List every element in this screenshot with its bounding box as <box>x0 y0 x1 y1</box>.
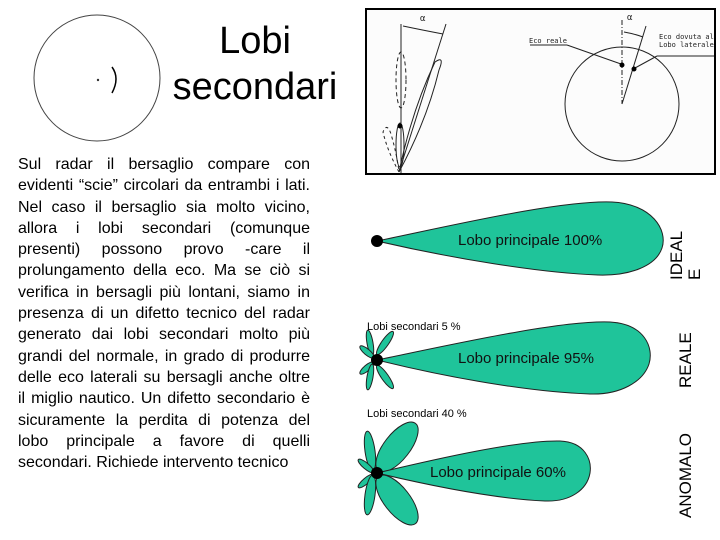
alpha-label: α <box>420 14 426 24</box>
anomalous-label: ANOMALO <box>676 432 695 518</box>
real-secondary-label: Lobi secondari 5 % <box>367 321 461 333</box>
alpha-label: α <box>627 13 633 23</box>
anomalous-secondary-label: Lobi secondari 40 % <box>367 408 467 420</box>
ideal-label: IDEALE <box>667 230 704 280</box>
eco-laterale-label: Eco dovuta al Lobo laterale <box>659 33 714 49</box>
real-lobe-label: Lobo principale 95% <box>458 350 594 367</box>
anomalous-lobe-label: Lobo principale 60% <box>430 464 566 481</box>
radar-screen-icon <box>34 15 160 141</box>
ideal-lobe-label: Lobo principale 100% <box>458 232 603 249</box>
antenna-dot <box>371 235 383 247</box>
page-title: Lobi secondari <box>172 20 338 108</box>
real-label: REALE <box>676 332 695 388</box>
description-text: Sul radar il bersaglio compare con evidenti “scie” circolari da entrambi i lati. Nel caso il bersaglio sia molto vicino, allora i lobi secondari (comunque presenti) possono provo -care il prolungamento della eco. Ma se ciò si verifica in bersagli più lontani, siamo in presenza di un difetto tecnico del radar generato dai lobi secondari molto più grandi del normale, in grado di produrre delle eco laterali su bersagli anche oltre il miglio nautico. Un difetto secondario è sicuramente la perdita di potenza del lobo principale a favore di quelli secondari. Richiede intervento tecnico <box>18 156 310 472</box>
antenna-dot <box>371 354 383 366</box>
scanned-radar-figure <box>365 8 716 175</box>
antenna-dot <box>371 467 383 479</box>
eco-reale-label: Eco reale <box>529 37 567 45</box>
